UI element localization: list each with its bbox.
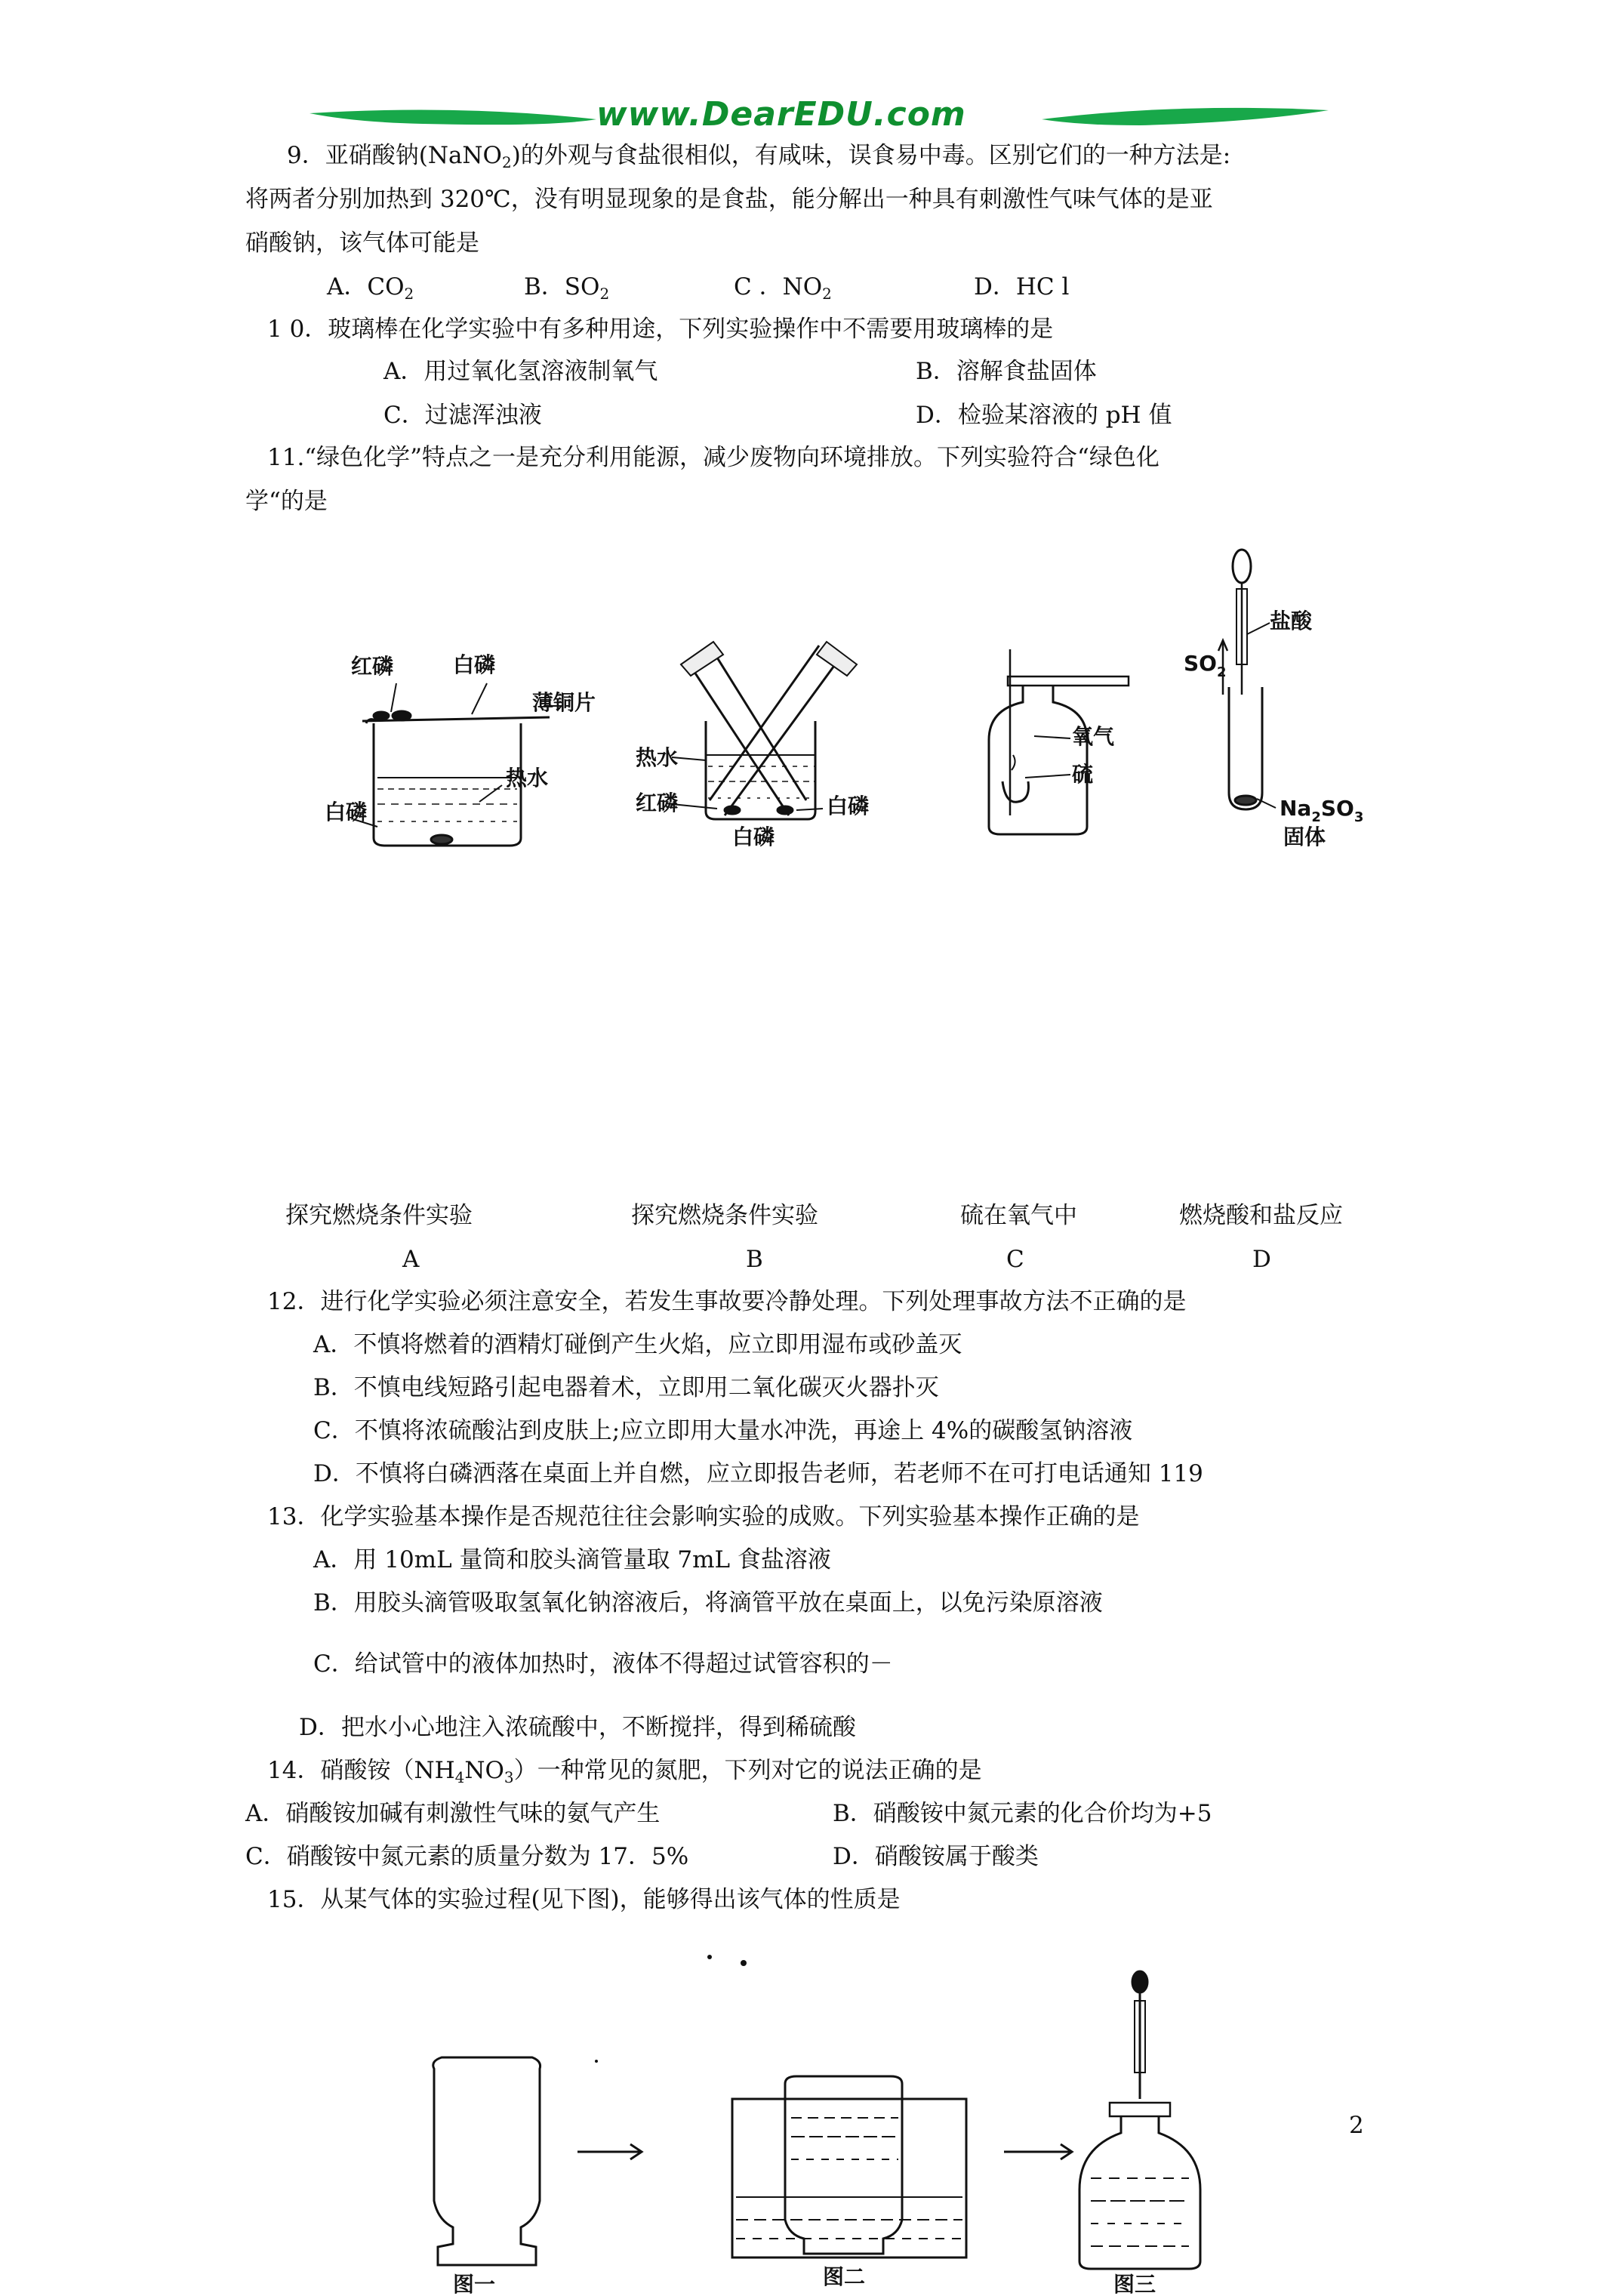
q11-figure-a: [317, 642, 596, 861]
q12-option-a: A．不慎将燃着的酒精灯碰倒产生火焰，应立即用湿布或砂盖灭: [313, 1331, 962, 1358]
q9-line3: 硝酸钠，该气体可能是: [245, 230, 479, 257]
q14-stem: 14．硝酸铵$(NH_4NO_3)$一种常见的氮肥，下列对它的说法正确的是: [267, 1757, 982, 1786]
q15-figure-2-label: 图二: [823, 2264, 866, 2289]
q11-figure-d: [1178, 544, 1404, 861]
q11-line2: 学“的是: [245, 488, 328, 515]
q12-option-b: B．不慎电线短路引起电器着术，立即用二氧化碳灭火器扑灭: [313, 1374, 939, 1401]
fig-b-white-phosphorus-bottom-label: 白磷: [732, 824, 775, 849]
q12-option-d: D．不慎将白磷洒落在桌面上并自燃，应立即报告老师，若老师不在可打电话通知 119: [313, 1460, 1203, 1487]
q14-option-a: A．硝酸铵加碱有刺激性气味的氨气产生: [245, 1800, 661, 1827]
q12-option-c: C．不慎将浓硫酸沾到皮肤上;应立即用大量水冲洗，再途上 4%的碳酸氢钠溶液: [313, 1417, 1133, 1444]
q9-option-b: B．$SO_2$: [524, 273, 610, 303]
fig-d-na2so3-label: $Na_2SO_3$: [1280, 796, 1364, 825]
q9-option-d: D．HC l: [974, 273, 1070, 300]
q9-option-a: A．$CO_2$: [327, 273, 414, 303]
fig-d-hcl-label: 盐酸: [1270, 609, 1313, 633]
fig-d-so2-label: $SO_2$: [1184, 651, 1227, 680]
q13-option-d: D．把水小心地注入浓硫酸中，不断搅拌，得到稀硫酸: [299, 1714, 856, 1741]
q14-option-b: B．硝酸铵中氮元素的化合价均为+5: [833, 1800, 1212, 1827]
site-logo: www.DearEDU.com: [596, 95, 966, 134]
q13-option-b: B．用胶头滴管吸取氢氧化钠溶液后，将滴管平放在桌面上，以免污染原溶液: [313, 1589, 1103, 1616]
q14-option-c: C．硝酸铵中氮元素的质量分数为 17．5%: [245, 1843, 689, 1870]
fig-a-copper-plate-label: 薄铜片: [532, 690, 596, 715]
fig-b-hot-water-label: 热水: [636, 745, 679, 770]
q9-option-c: C ．$NO_2$: [734, 273, 832, 303]
q10-option-a: A．用过氧化氢溶液制氧气: [383, 358, 658, 385]
q15-figure-1-label: 图一: [453, 2272, 496, 2296]
q10-option-c: C．过滤浑浊液: [383, 402, 542, 429]
q11-caption-c: 硫在氧气中: [960, 1202, 1077, 1229]
page-number: 2: [1349, 2112, 1364, 2139]
q11-caption-d: 燃烧酸和盐反应: [1179, 1202, 1343, 1229]
fig-d-solid-label: 固体: [1283, 824, 1326, 849]
q11-letter-b: B: [746, 1246, 763, 1273]
q11-letter-d: D: [1252, 1246, 1271, 1273]
q13-stem: 13．化学实验基本操作是否规范往往会影响实验的成败。下列实验基本操作正确的是: [267, 1503, 1140, 1530]
q11-letter-a: A: [402, 1246, 420, 1273]
q11-figure-c-drawing: [959, 627, 1185, 846]
fig-c-sulfur-label: 硫: [1072, 762, 1094, 787]
q11-caption-b: 探究燃烧条件实验: [631, 1202, 818, 1229]
fig-a-white-phosphorus-top-label: 白磷: [453, 652, 496, 677]
q9-line1: 9．亚硝酸钠(NaNO$_2$)的外观与食盐很相似，有咸味，误食易中毒。区别它们的一种方法是:: [287, 142, 1231, 171]
q10-option-b: B．溶解食盐固体: [916, 358, 1097, 385]
fig-b-white-phosphorus-right-label: 白磷: [827, 794, 870, 818]
q14-option-d: D．硝酸铵属于酸类: [833, 1843, 1039, 1870]
q11-letter-c: C: [1006, 1246, 1024, 1273]
q12-stem: 12．进行化学实验必须注意安全，若发生事故要冷静处理。下列处理事故方法不正确的是: [267, 1288, 1187, 1315]
fig-b-red-phosphorus-label: 红磷: [636, 791, 679, 815]
q10-stem: 1 0．玻璃棒在化学实验中有多种用途，下列实验操作中不需要用玻璃棒的是: [267, 316, 1054, 343]
fig-a-hot-water-label: 热水: [506, 766, 549, 791]
q15-figures: [377, 1948, 1397, 2295]
q11-line1: 11.“绿色化学”特点之一是充分利用能源，减少废物向环境排放。下列实验符合“绿色化: [267, 444, 1160, 471]
q15-stem: 15．从某气体的实验过程(见下图)，能够得出该气体的性质是: [267, 1886, 901, 1913]
q15-figure-3-label: 图三: [1113, 2272, 1156, 2296]
fig-a-red-phosphorus-label: 红磷: [351, 654, 394, 679]
q11-caption-a: 探究燃烧条件实验: [285, 1202, 473, 1229]
fig-c-oxygen-label: 氧气: [1072, 724, 1115, 749]
q11-figure-b: [634, 630, 906, 857]
fig-a-white-phosphorus-bottom-label: 白磷: [325, 800, 368, 824]
q9-line2: 将两者分别加热到 320℃，没有明显现象的是食盐，能分解出一种具有刺激性气味气体的是亚: [245, 186, 1213, 213]
q13-option-a: A．用 10mL 量筒和胶头滴管量取 7mL 食盐溶液: [313, 1546, 831, 1573]
q10-option-d: D．检验某溶液的 pH 值: [916, 402, 1172, 429]
q13-option-c: C．给试管中的液体加热时，液体不得超过试管容积的－: [313, 1650, 893, 1678]
